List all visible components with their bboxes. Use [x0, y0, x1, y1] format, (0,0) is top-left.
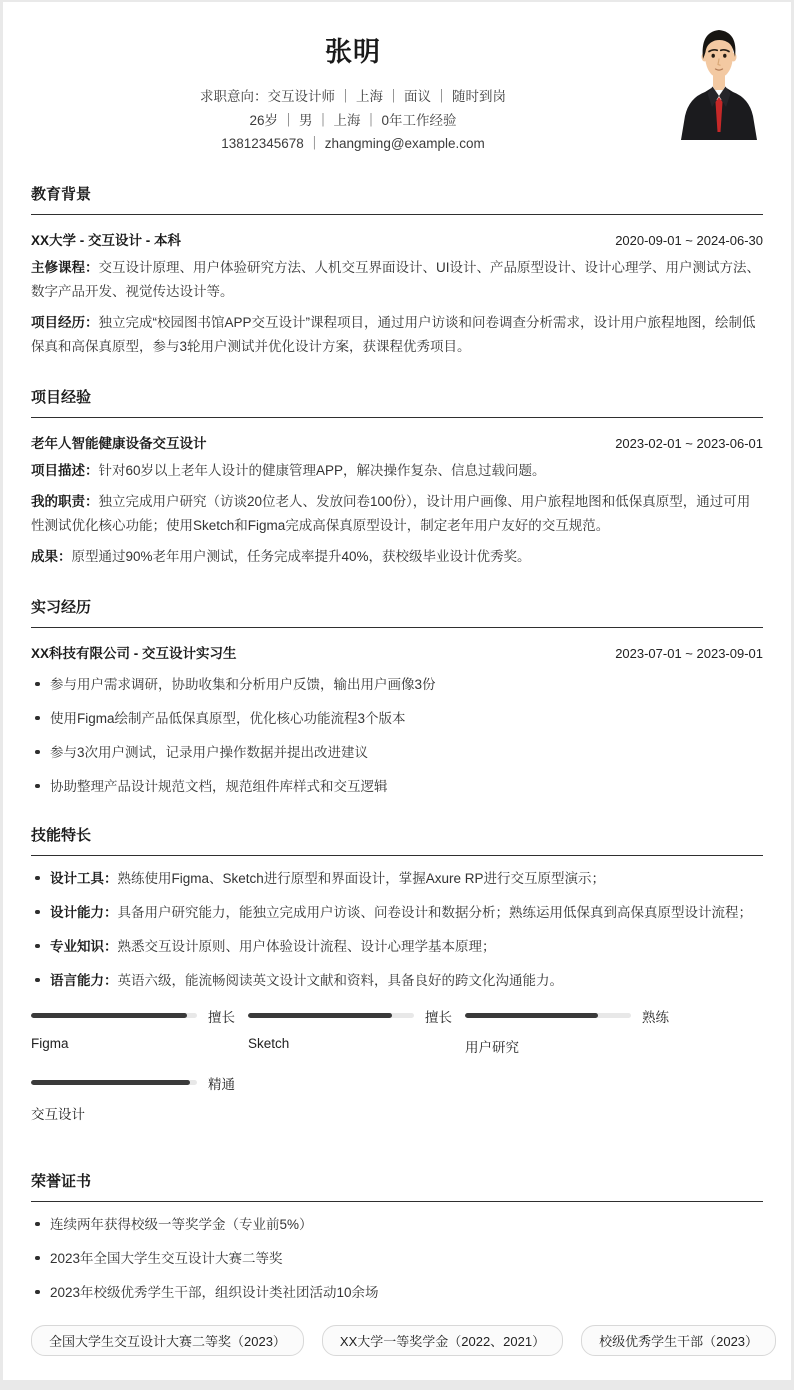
- resume-page: [3, 2, 791, 1380]
- bullet-text: 协助整理产品设计规范文档，规范组件库样式和交互逻辑: [50, 778, 388, 794]
- skill-level: 熟练: [642, 1009, 669, 1025]
- section-project: [31, 386, 763, 569]
- skill-item-sketch: [248, 1009, 465, 1056]
- skill-item-interaction-design: [31, 1076, 248, 1123]
- internship-bullet-list: [31, 674, 763, 797]
- bullet-dot: [35, 682, 40, 687]
- honors-bullet-list: [31, 1214, 763, 1303]
- skills-bullet-list: [31, 868, 763, 991]
- contact-info-line: 13812345678 ｜ zhangming@example.com: [221, 136, 485, 151]
- education-courses: [31, 256, 763, 304]
- bullet-dot: [35, 750, 40, 755]
- list-item: [31, 868, 763, 889]
- skill-bar-fill: [31, 1013, 187, 1018]
- school-degree: XX大学 - 交互设计 - 本科: [31, 232, 182, 248]
- skill-bar-fill: [248, 1013, 392, 1018]
- section-title-internship: 实习经历: [31, 596, 763, 628]
- list-item: [31, 1248, 763, 1269]
- skill-text: 具备用户研究能力，能独立完成用户访谈、问卷设计和数据分析；熟练运用低保真到高保真原型设计流程；: [117, 904, 752, 920]
- bullet-text: 参与用户需求调研，协助收集和分析用户反馈，输出用户画像3份: [50, 676, 436, 692]
- para-text: 交互设计原理、用户体验研究方法、人机交互界面设计、UI设计、产品原型设计、设计心理学、用户测试方法、数字产品开发、视觉传达设计等。: [31, 259, 760, 299]
- section-honors: [31, 1170, 763, 1356]
- bullet-dot: [35, 784, 40, 789]
- bullet-text: 2023年校级优秀学生干部，组织设计类社团活动10余场: [50, 1284, 379, 1300]
- list-item: [31, 776, 763, 797]
- list-item: [31, 902, 763, 923]
- bullet-dot: [35, 1222, 40, 1227]
- project-name: 老年人智能健康设备交互设计: [31, 435, 207, 451]
- resume-header: [31, 18, 763, 156]
- list-item: [31, 742, 763, 763]
- bullet-dot: [35, 1290, 40, 1295]
- para-label: 项目描述：: [31, 462, 99, 478]
- bullet-dot: [35, 910, 40, 915]
- skill-label: 设计工具：: [50, 870, 118, 886]
- skill-bar-fill: [465, 1013, 598, 1018]
- skill-bar-track: [31, 1013, 197, 1018]
- skill-item-figma: [31, 1009, 248, 1056]
- honor-badge: 校级优秀学生干部（2023）: [581, 1325, 776, 1356]
- section-internship: [31, 596, 763, 797]
- para-text: 独立完成“校园图书馆APP交互设计”课程项目，通过用户访谈和问卷调查分析需求，设计用户旅程地图，绘制低保真和高保真原型，参与3轮用户测试并优化设计方案，获课程优秀项目。: [31, 314, 756, 354]
- bullet-text: 使用Figma绘制产品低保真原型，优化核心功能流程3个版本: [50, 710, 406, 726]
- project-dates: 2023-02-01 ~ 2023-06-01: [615, 435, 763, 451]
- skill-bar-grid: [31, 1009, 763, 1143]
- para-text: 独立完成用户研究（访谈20位老人、发放问卷100份），设计用户画像、用户旅程地图和低保真原型，通过可用性测试优化核心功能；使用Sketch和Figma完成高保真原型设计，制定老年用户友好的交互规范。: [31, 493, 751, 533]
- para-text: 原型通过90%老年用户测试，任务完成率提升40%，获校级毕业设计优秀奖。: [71, 548, 531, 564]
- list-item: [31, 1214, 763, 1235]
- skill-level: 精通: [208, 1076, 235, 1092]
- bullet-text: 2023年全国大学生交互设计大赛二等奖: [50, 1250, 283, 1266]
- skill-name: Sketch: [248, 1035, 290, 1051]
- skill-label: 语言能力：: [50, 972, 118, 988]
- skill-level: 擅长: [425, 1009, 452, 1025]
- project-entry-head: [31, 432, 763, 452]
- header-text-block: [31, 18, 675, 156]
- bullet-dot: [35, 978, 40, 983]
- bullet-dot: [35, 876, 40, 881]
- skill-label: 设计能力：: [50, 904, 118, 920]
- personal-info-line: 26岁 ｜ 男 ｜ 上海 ｜ 0年工作经验: [249, 112, 457, 128]
- bullet-text: 连续两年获得校级一等奖学金（专业前5%）: [50, 1216, 313, 1232]
- section-education: [31, 183, 763, 359]
- profile-photo: [675, 20, 763, 140]
- skill-item-user-research: [465, 1009, 682, 1056]
- skill-name: 交互设计: [31, 1106, 85, 1122]
- skill-label: 专业知识：: [50, 938, 118, 954]
- honor-badge-row: [31, 1325, 763, 1356]
- para-label: 我的职责：: [31, 493, 99, 509]
- skill-bar-track: [31, 1080, 197, 1085]
- education-entry-head: [31, 229, 763, 249]
- list-item: [31, 970, 763, 991]
- section-title-honors: 荣誉证书: [31, 1170, 763, 1202]
- section-skills: [31, 824, 763, 1143]
- honor-badge: XX大学一等奖学金（2022、2021）: [322, 1325, 563, 1356]
- candidate-name: 张明: [325, 37, 381, 67]
- skill-text: 英语六级，能流畅阅读英文设计文献和资料，具备良好的跨文化沟通能力。: [117, 972, 563, 988]
- skill-name: 用户研究: [465, 1039, 519, 1055]
- project-responsibility: [31, 490, 763, 538]
- skill-text: 熟练使用Figma、Sketch进行原型和界面设计，掌握Axure RP进行交互原型演示；: [117, 870, 606, 886]
- skill-bar-track: [248, 1013, 414, 1018]
- internship-entry-head: [31, 642, 763, 662]
- para-text: 针对60岁以上老年人设计的健康管理APP，解决操作复杂、信息过载问题。: [98, 462, 546, 478]
- bullet-dot: [35, 716, 40, 721]
- job-intention-line: 求职意向：交互设计师 ｜ 上海 ｜ 面议 ｜ 随时到岗: [199, 89, 506, 104]
- honor-badge: 全国大学生交互设计大赛二等奖（2023）: [31, 1325, 304, 1356]
- skill-name: Figma: [31, 1035, 69, 1051]
- internship-dates: 2023-07-01 ~ 2023-09-01: [615, 645, 763, 661]
- section-title-skills: 技能特长: [31, 824, 763, 856]
- list-item: [31, 708, 763, 729]
- skill-level: 擅长: [208, 1009, 235, 1025]
- education-dates: 2020-09-01 ~ 2024-06-30: [615, 232, 763, 248]
- section-title-project: 项目经验: [31, 386, 763, 418]
- para-label: 项目经历：: [31, 314, 99, 330]
- bullet-dot: [35, 944, 40, 949]
- bullet-text: 参与3次用户测试，记录用户操作数据并提出改进建议: [50, 744, 369, 760]
- skill-text: 熟悉交互设计原则、用户体验设计流程、设计心理学基本原理；: [117, 938, 496, 954]
- skill-bar-fill: [31, 1080, 190, 1085]
- project-result: [31, 545, 763, 569]
- education-project: [31, 311, 763, 359]
- bullet-dot: [35, 1256, 40, 1261]
- skill-bar-track: [465, 1013, 631, 1018]
- list-item: [31, 674, 763, 695]
- list-item: [31, 1282, 763, 1303]
- project-description: [31, 459, 763, 483]
- company-role: XX科技有限公司 - 交互设计实习生: [31, 645, 237, 661]
- para-label: 成果：: [31, 548, 72, 564]
- portrait-illustration: [675, 20, 763, 140]
- para-label: 主修课程：: [31, 259, 99, 275]
- list-item: [31, 936, 763, 957]
- section-title-education: 教育背景: [31, 183, 763, 215]
